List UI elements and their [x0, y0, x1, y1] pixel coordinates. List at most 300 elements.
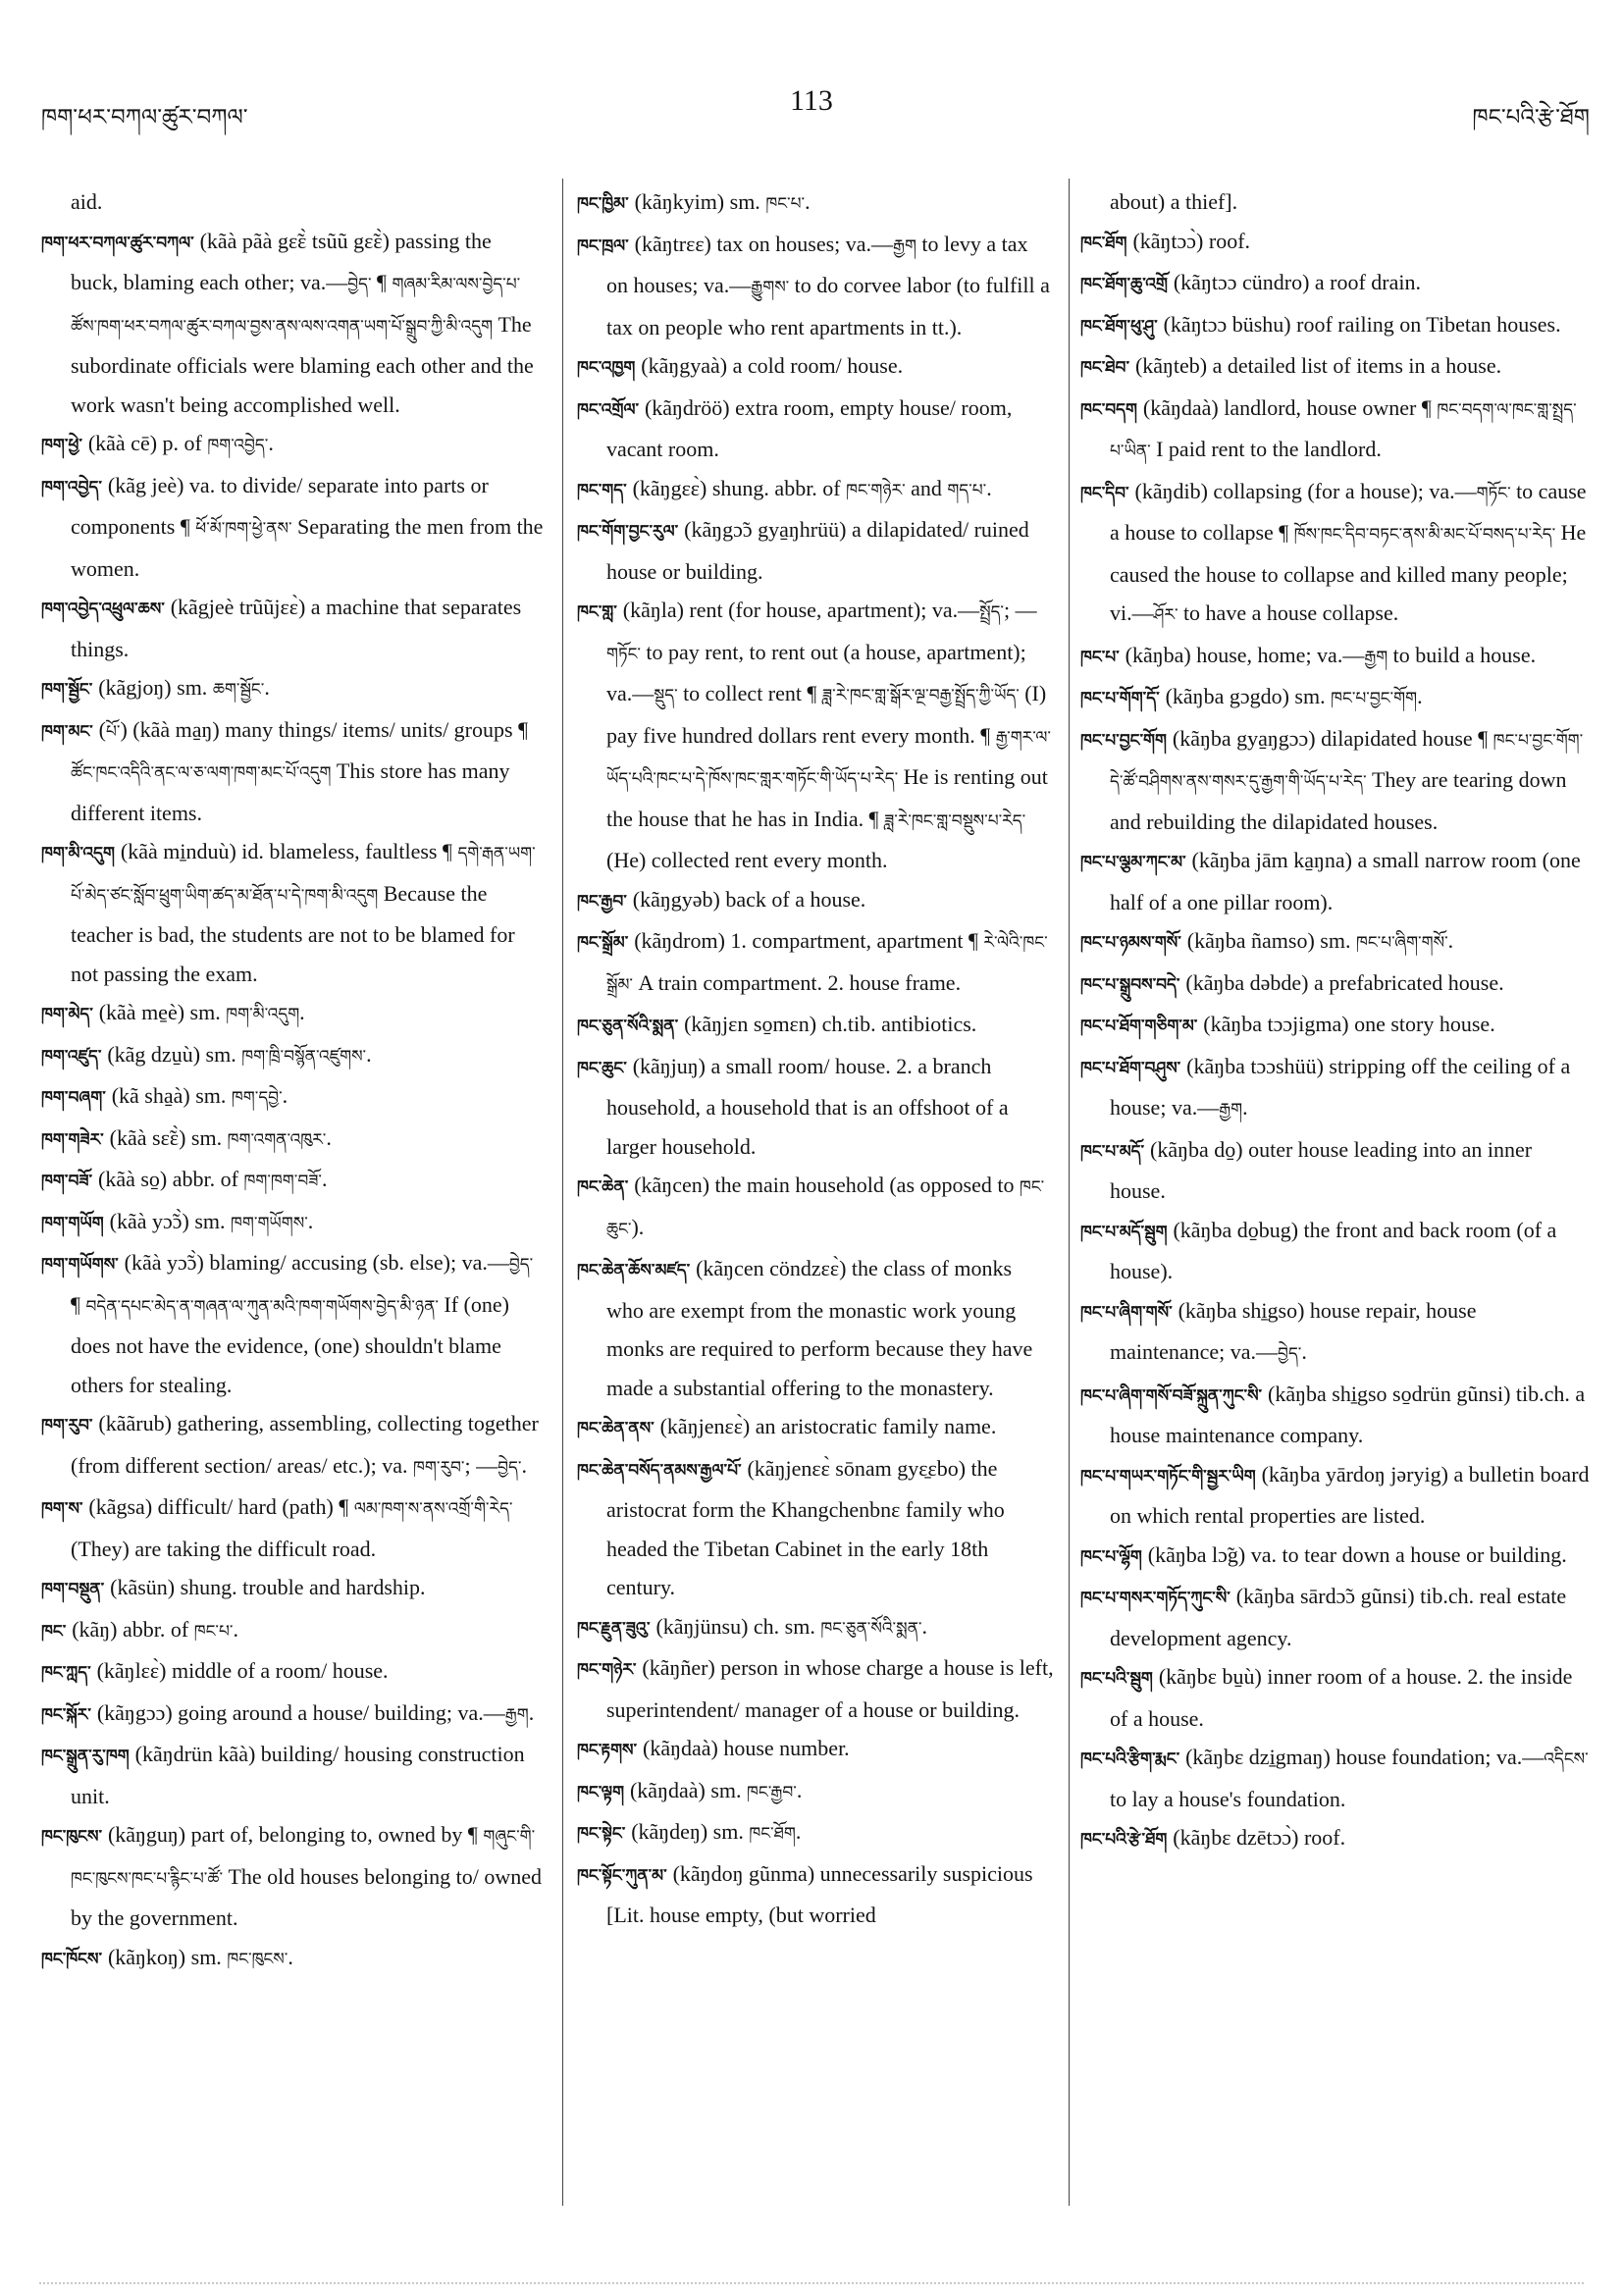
- english-text: (kãŋdrün kãà) building/ housing construction unit.: [71, 1742, 525, 1808]
- english-text: .: [264, 675, 270, 700]
- english-text: (kãg dzu̱ù) sm.: [107, 1041, 242, 1067]
- english-text: (kãŋba shi̱gso) house repair, house maintenance; va.—: [1110, 1297, 1477, 1364]
- headword: ཁང་པ་གཡར་གཏོང་གི་སྦྱར་ཡིག: [1080, 1466, 1262, 1487]
- headword: ཁང་སྟེང་: [577, 1824, 632, 1844]
- tibetan-text: ཁག་མི་འདུག: [226, 1005, 300, 1024]
- tibetan-text: བྱེད་: [347, 275, 377, 294]
- english-text: .: [1242, 1095, 1248, 1120]
- english-text: (kãŋjenɛɛ̀) an aristocratic family name.: [659, 1414, 997, 1438]
- tibetan-text: ཚོང་ཁང་འདིའི་ནང་ལ་ཅ་ལག་ཁག་མང་པོ་འདུག: [71, 763, 337, 783]
- english-text: (kãŋdrom) 1. compartment, apartment ¶: [634, 928, 984, 953]
- headword: ཁང་ལྟག: [577, 1782, 630, 1802]
- english-text: (kãgjeè trũũjɛɛ̀) a machine that separates things.: [71, 595, 522, 661]
- english-text: (kãŋdröö) extra room, empty house/ room, vacant room.: [606, 394, 1013, 461]
- tibetan-text: སྡུད་: [654, 686, 684, 705]
- tibetan-text: ཁག་གཡོགས་: [231, 1213, 308, 1233]
- tibetan-text: ཁང་བདག་ལ་ཁང་གླ་སྤྲད་པ་ཡིན་: [1110, 399, 1577, 461]
- english-text: (kãŋla) rent (for house, apartment); va.—: [622, 598, 980, 622]
- headword: ཁང་པ་མདོ་: [1080, 1141, 1151, 1162]
- english-text: (He) collected rent every month.: [606, 848, 888, 872]
- tibetan-text: གཏོང་: [1476, 483, 1517, 503]
- headword: ཁང་ཐོག་ཆུ་འགྲོ: [1080, 275, 1174, 294]
- headword: ཁང་ཆེན་ཆོས་མཛད་: [577, 1261, 697, 1280]
- headword: ཁག་མི་འདུག: [41, 844, 121, 863]
- english-text: .: [528, 1699, 535, 1725]
- english-text: (kãŋdib) collapsing (for a house); va.—: [1134, 478, 1477, 503]
- headword: ཁང་རྒྱབ་: [577, 891, 633, 912]
- headword: ཁག་གཡོགས་: [41, 1255, 125, 1275]
- headword: ཁང་པའི་སྦུག: [1080, 1669, 1159, 1689]
- page-number: 113: [790, 84, 833, 117]
- english-text: (kãgjoŋ) sm.: [98, 675, 213, 700]
- english-text: to pay rent, to rent out (a house, apartment); va.—: [606, 639, 1026, 705]
- english-text: (kãŋdaà) house number.: [643, 1736, 850, 1760]
- dictionary-entry: [1080, 1536, 1591, 1578]
- english-text: (kãà yɔ̃ɔ̀) blaming/ accusing (sb. else); va.—: [124, 1250, 509, 1275]
- headword: ཁག་སྦྱོང་: [41, 680, 99, 700]
- tibetan-text: ཁང་གཉེར་: [846, 480, 912, 500]
- dictionary-entry: [41, 1160, 544, 1202]
- headword: ཁག་འབྱེད་: [41, 477, 108, 497]
- headword: ཁང་ཆེན་ནས་: [577, 1419, 660, 1438]
- dictionary-entry: [41, 1610, 544, 1652]
- headword: ཁག་གཡོག: [41, 1213, 110, 1233]
- headword: ཁང་སྐོར་: [41, 1704, 97, 1725]
- tibetan-text: རྒྱག: [1364, 647, 1393, 667]
- headword: ཁང་གཉེར་: [577, 1660, 643, 1680]
- english-text: (kãà yɔ̃ɔ̀) sm.: [109, 1208, 232, 1233]
- dictionary-entry: [41, 424, 544, 466]
- headword: ཁང་པ་ཞིག་གསོ་བཟོ་སྐྲུན་ཀུང་སི་: [1080, 1385, 1269, 1406]
- english-text: (kãŋba gɔgdo) sm.: [1165, 684, 1332, 708]
- dictionary-entry: [1080, 636, 1591, 678]
- column-middle: [577, 183, 1054, 2253]
- tibetan-text: ཁག་ཁག་བཟོ་: [243, 1172, 322, 1191]
- english-text: .: [986, 475, 992, 500]
- headword: ཁག་བསྡུན་: [41, 1580, 111, 1599]
- headword: ཁང་པའི་རྩེ་ཐོག: [1080, 1830, 1174, 1850]
- headword: ཁང་ཐོག: [1080, 233, 1133, 253]
- headword: ཁག་གཟེར་: [41, 1129, 110, 1150]
- dictionary-entry: [1080, 346, 1591, 389]
- dictionary-entry: [577, 346, 1054, 389]
- english-text: (kãŋjenɛɛ̀ sōnam gyɛ̱ɛbo) the aristocrat form the Khangchenbnɛ family who headed the Tibetan Cabinet in the early 18th century.: [606, 1455, 1005, 1599]
- headword: ཁང་ཁུངས་: [41, 1827, 108, 1847]
- english-text: (kãŋguŋ) part of, belonging to, owned by ¶: [107, 1822, 484, 1847]
- headword: ཁག་བཞག་: [41, 1088, 112, 1108]
- headword: ཁང་གོག་བྱང་རུལ་: [577, 522, 685, 542]
- dictionary-entry: [1080, 677, 1591, 719]
- headword: ཁང་དིབ་: [1080, 483, 1135, 503]
- english-text: .: [1417, 684, 1423, 708]
- english-text: (kãŋba dəbde) a prefabricated house.: [1185, 969, 1504, 995]
- dictionary-entry: [41, 588, 544, 668]
- dictionary-entry: [577, 1729, 1054, 1771]
- dictionary-entry: [1080, 305, 1591, 347]
- english-text: (kãŋbɛ dzi̱gmaŋ) house foundation; va.—: [1185, 1745, 1544, 1769]
- dictionary-entry: [41, 1035, 544, 1077]
- headword: ཁང་ཆུང་: [577, 1058, 633, 1078]
- english-text: .: [795, 1819, 802, 1844]
- dictionary-entry: [41, 1938, 544, 1980]
- english-text: (kãŋba ñamso) sm.: [1186, 928, 1356, 953]
- dictionary-entry: [41, 1651, 544, 1694]
- dictionary-entry: [1080, 472, 1591, 636]
- tibetan-text: ཁང་པ་བྱང་གོག་དེ་ཚོ་བཤིགས་ནས་གསར་དུ་རྒྱག་གི་ཡོད་པ་རེད་: [1110, 730, 1584, 792]
- english-text: (kã sha̱à) sm.: [111, 1083, 232, 1108]
- tibetan-text: ཁང་པ་བྱང་གོག: [1331, 689, 1418, 708]
- dictionary-entry: [1080, 1375, 1591, 1455]
- english-text: ).: [631, 1214, 645, 1239]
- english-text: (kãŋgyaà) a cold room/ house.: [641, 353, 904, 378]
- tibetan-text: ཤོར་: [1153, 605, 1183, 625]
- tibetan-text: གད་པ་: [947, 480, 987, 500]
- dictionary-entry: [1080, 1130, 1591, 1211]
- english-text: (kãŋcen cöndzɛɛ̀) the class of monks who are exempt from the monastic work young monks are required to perform because they have made a substantial offering to the monastery.: [606, 1256, 1033, 1400]
- english-text: (kãŋdeŋ) sm.: [631, 1819, 750, 1844]
- column-left: [41, 183, 544, 2253]
- headword: ཁག་བཟོ་: [41, 1172, 99, 1191]
- english-text: (kãgsa) difficult/ hard (path) ¶: [88, 1494, 354, 1519]
- tibetan-text: གཏོང་: [606, 644, 647, 664]
- tibetan-text: འདིངས་: [1544, 1749, 1589, 1769]
- english-text: The old houses belonging to/ owned by the government.: [71, 1863, 543, 1930]
- dictionary-entry: [577, 1449, 1054, 1607]
- dictionary-entry: [41, 668, 544, 710]
- headword: ཁང་གད་: [577, 480, 633, 500]
- english-text: aid.: [71, 189, 103, 214]
- english-text: (kãŋtrɛɛ) tax on houses; va.—: [634, 231, 894, 256]
- headword: ཁང་པ་ཐོག་བཤུས་: [1080, 1058, 1187, 1078]
- tibetan-text: ཁང་པ་: [193, 1621, 234, 1642]
- dictionary-entry: [577, 1047, 1054, 1167]
- headword: ཁང་པ་ཐོག་གཅིག་མ་: [1080, 1017, 1204, 1036]
- dictionary-entry: [41, 1487, 544, 1568]
- tibetan-text: ལམ་ཁག་ས་ནས་འགྲོ་གི་རེད་: [353, 1499, 513, 1519]
- tibetan-text: ཁང་ཅུན་སོའི་སྨན་: [820, 1618, 922, 1639]
- headword: ཁང་པ་ལྕམ་ཀང་མ་: [1080, 853, 1192, 872]
- english-text: to levy a tax on houses; va.—: [606, 231, 1028, 297]
- tibetan-text: ཁག་རུབ་: [413, 1457, 465, 1478]
- dictionary-entry: [577, 1854, 1054, 1935]
- headword: ཁག་འཛུད་: [41, 1046, 108, 1067]
- dictionary-entry: [41, 1694, 544, 1736]
- english-text: (: [98, 716, 106, 742]
- dictionary-entry: [577, 1407, 1054, 1449]
- dictionary-entry: [577, 183, 1054, 225]
- english-text: ¶: [71, 1291, 86, 1317]
- dictionary-entry: [577, 1771, 1054, 1813]
- headword: ཁང་པ་བྱང་གོག: [1080, 730, 1173, 751]
- english-text: (kãà me̱è) sm.: [98, 1000, 227, 1024]
- headword: ཁང་ཅུན་སོའི་སྨན་: [577, 1017, 685, 1036]
- tibetan-text: ཟླ་རེ་ཁང་གླ་བསྡུས་པ་རེད་: [884, 810, 1026, 831]
- dictionary-entry: [577, 921, 1054, 1005]
- dictionary-entry: [577, 510, 1054, 591]
- english-text: (kãŋba yārdoŋ jəryig) a bulletin board on which rental properties are listed.: [1110, 1461, 1590, 1528]
- dictionary-entry: [41, 1404, 544, 1487]
- english-text: This store has many different items.: [71, 758, 510, 825]
- tibetan-text: བྱེད་: [508, 1255, 534, 1275]
- english-text: If (one) does not have the evidence, (one) shouldn't blame others for stealing.: [71, 1291, 509, 1397]
- tibetan-text: ཁང་ཐོག: [749, 1824, 796, 1844]
- english-text: (kãg jeè) va. to divide/ separate into parts or components ¶: [71, 472, 489, 539]
- headword: ཁང་བདག: [1080, 399, 1143, 420]
- english-text: (kãŋgɔ̃ɔ gya̱ŋhrüü) a dilapidated/ ruined house or building.: [606, 517, 1029, 584]
- tibetan-text: བྱེད་: [1278, 1344, 1302, 1364]
- tibetan-text: དགེ་རྒན་ཡག་པོ་མེད་ཙང་སློབ་ཕྲུག་ཡིག་ཚད་མ་ཐོན་པ་དེ་ཁག་མི་འདུག: [71, 844, 536, 906]
- headword: ཁག་རུབ་: [41, 1416, 99, 1435]
- headword: ཁང་ཁོངས་: [41, 1949, 108, 1969]
- english-text: (kãŋñer) person in whose charge a house is left, superintendent/ manager of a house or building.: [606, 1655, 1054, 1722]
- english-text: (kãŋjuŋ) a small room/ house. 2. a branch household, a household that is an offshoot of a larger household.: [606, 1053, 1009, 1159]
- headword: ཁང་འཁྱག: [577, 358, 642, 378]
- english-text: .: [521, 1452, 527, 1478]
- english-text: (kãŋba gya̱ŋgɔɔ) dilapidated house ¶: [1172, 725, 1493, 751]
- english-text: (kãŋba sārdɔ̃ɔ gũnsi) tib.ch. real estate development agency.: [1110, 1584, 1567, 1650]
- english-text: (kãŋtɔɔ büshu) roof railing on Tibetan houses.: [1163, 311, 1561, 337]
- headword: ཁང་ཐོག་ཕུ་ཤུ་: [1080, 316, 1164, 337]
- english-text: (kããrub) gathering, assembling, collecting together (from different section/ areas/ etc.); va.: [71, 1411, 539, 1478]
- dictionary-entry: [577, 1166, 1054, 1249]
- english-text: (kãŋgyəb) back of a house.: [632, 886, 866, 912]
- english-text: .: [326, 1124, 332, 1150]
- dictionary-entry: [41, 222, 544, 425]
- english-text: .: [299, 1000, 305, 1024]
- english-text: ¶: [376, 270, 393, 294]
- english-text: .: [1301, 1339, 1307, 1364]
- dictionary-entry: [1080, 1211, 1591, 1291]
- dictionary-entry: [577, 1249, 1054, 1407]
- english-text: and: [911, 475, 948, 500]
- dictionary-entry: [577, 1648, 1054, 1729]
- tibetan-text: གཞུང་གི་ཁང་ཁུངས་ཁང་པ་རྙིང་པ་ཚོ་: [71, 1827, 536, 1889]
- headword: ཁང་པ་ཞིག་གསོ་: [1080, 1302, 1178, 1323]
- headword: ཁང་ཐེབ་: [1080, 358, 1135, 378]
- tibetan-text: གཞམ་རིམ་ལས་བྱེད་པ་ཚོས་ཁག་ཕར་བཀལ་ཚུར་བཀལ་བྱས་ནས་ལས་འགན་ཡག་པོ་སྒྲུབ་ཀྱི་མི་འདུག: [71, 275, 521, 337]
- headword: ཁང་པ་སྒྲུབས་བདེ་: [1080, 974, 1186, 995]
- headword: ཁག་ཕྱེ་: [41, 436, 88, 455]
- headword: ཁག་ཕར་བཀལ་ཚུར་བཀལ་: [41, 233, 200, 253]
- english-text: (kãŋba) house, home; va.—: [1125, 642, 1365, 667]
- english-text: (kãsün) shung. trouble and hardship.: [110, 1575, 426, 1599]
- tibetan-text: ཁག་འགན་འཁུར་: [227, 1129, 327, 1150]
- english-text: The subordinate officials were blaming each other and the work wasn't being accomplished well.: [71, 311, 534, 417]
- headword: ཁང་སྟོང་ཀུན་མ་: [577, 1865, 673, 1886]
- continued-entry-text: [41, 183, 544, 222]
- english-text: .: [307, 1208, 314, 1233]
- headword: ཁང་སྒྲོམ་: [577, 933, 635, 953]
- dictionary-entry: [577, 1607, 1054, 1649]
- english-text: (kãŋjünsu) ch. sm.: [655, 1613, 821, 1639]
- tibetan-text: རྒྱག: [1219, 1100, 1243, 1120]
- english-text: (kãŋtɔɔ̀) roof.: [1132, 228, 1251, 253]
- english-text: (kãŋba jām ka̱ŋna) a small narrow room (one half of a one pillar room).: [1110, 848, 1581, 914]
- dictionary-entry: [41, 1815, 544, 1938]
- english-text: (kãŋteb) a detailed list of items in a house.: [1134, 353, 1502, 378]
- headword: ཁང་སྒྲུན་རུ་ཁག: [41, 1747, 135, 1766]
- dictionary-entry: [1080, 964, 1591, 1006]
- english-text: (kãà sɛ̃ɛ̀) sm.: [109, 1124, 228, 1150]
- dictionary-entry: [1080, 921, 1591, 964]
- english-text: (kãŋcen) the main household (as opposed to: [634, 1173, 1020, 1197]
- dictionary-entry: [577, 469, 1054, 511]
- english-text: (kãŋba lɔ̃g) va. to tear down a house or building.: [1147, 1541, 1567, 1567]
- column-divider: [1069, 179, 1070, 2206]
- english-text: (kãŋbɛ dzētɔɔ̀) roof.: [1173, 1825, 1346, 1850]
- english-text: ; —: [1003, 598, 1037, 622]
- headword: ཁང་རྟགས་: [577, 1741, 644, 1760]
- continued-entry-text: [1080, 183, 1591, 222]
- dictionary-entry: [577, 389, 1054, 469]
- headword: ཁག་མང་: [41, 721, 99, 742]
- english-text: (kãŋgɛɛ̀) shung. abbr. of: [632, 475, 847, 500]
- dictionary-entry: [41, 1076, 544, 1119]
- english-text: (I) pay five hundred dollars rent every month. ¶: [606, 681, 1047, 748]
- tibetan-text: ཁང་ཁུངས་: [227, 1949, 288, 1969]
- english-text: to have a house collapse.: [1182, 600, 1399, 625]
- english-text: They are tearing down and rebuilding the dilapidated houses.: [1110, 767, 1567, 834]
- tibetan-text: རྒྱ་གར་ལ་ཡོད་པའི་ཁང་པ་དེ་ཁོས་ཁང་གླར་གཏོང་གི་ཡོད་པ་རེད་: [606, 727, 1051, 789]
- headword: ཁང་པའི་རྩིག་རྨང་: [1080, 1749, 1186, 1769]
- tibetan-text: ཕོ་མོ་ཁག་ཕྱེ་ནས་: [195, 519, 297, 539]
- tibetan-text: ཁང་པ་ཞིག་གསོ་: [1355, 933, 1448, 953]
- english-text: (kãŋba do̱) outer house leading into an inner house.: [1110, 1136, 1533, 1203]
- english-text: .: [288, 1944, 293, 1969]
- dictionary-entry: [1080, 1657, 1591, 1738]
- headword: ཁག་ས་: [41, 1499, 89, 1519]
- english-text: to build a house.: [1392, 642, 1537, 667]
- headword: ཁང་པ་: [1080, 647, 1126, 667]
- english-text: .: [1447, 928, 1454, 953]
- running-head-left: ཁག་ཕར་བཀལ་ཚུར་བཀལ་: [41, 105, 248, 130]
- dictionary-entry: [1080, 1047, 1591, 1130]
- english-text: to cause a house to collapse ¶: [1110, 478, 1587, 545]
- dictionary-entry: [1080, 1455, 1591, 1536]
- headword: ཁང་པ་ཉམས་གསོ་: [1080, 933, 1187, 953]
- dictionary-entry: [577, 225, 1054, 347]
- english-text: .: [322, 1167, 328, 1191]
- english-text: to do corvee labor (to fulfill a tax on people who rent apartments in tt.).: [606, 273, 1050, 339]
- english-text: He caused the house to collapse and killed many people; vi.—: [1110, 520, 1587, 625]
- english-text: (kãŋdaà) sm.: [629, 1777, 747, 1802]
- dictionary-entry: [41, 1568, 544, 1610]
- english-text: about) a thief].: [1110, 189, 1238, 214]
- english-text: to lay a house's foundation.: [1110, 1786, 1346, 1811]
- headword: ཁང་ཆེན་བསོད་ནམས་རྒྱལ་པོ་: [577, 1460, 748, 1481]
- headword: ཁག་འབྱེད་འཕྲུལ་ཆས་: [41, 600, 171, 619]
- headword: ཁང་ཁྲལ་: [577, 235, 635, 256]
- dictionary-entry: [1080, 1291, 1591, 1375]
- tibetan-text: ཁོས་ཁང་དིབ་བཏང་ནས་མི་མང་པོ་བསད་པ་རེད་: [1293, 525, 1561, 545]
- english-text: (kãà cē) p. of: [87, 431, 208, 455]
- tibetan-text: ཁག་འབྱེད་: [207, 436, 269, 455]
- english-text: ) (kãà ma̱ŋ) many things/ items/ units/ groups ¶: [120, 716, 529, 742]
- tibetan-text: ཟླ་རེ་ཁང་གླ་སྒོར་ལྔ་བརྒྱ་སྤྲོད་ཀྱི་ཡོད་: [821, 686, 1025, 705]
- dictionary-entry: [41, 1202, 544, 1244]
- tibetan-text: ཁང་ཆུང་: [606, 1177, 1045, 1239]
- english-text: (kãà so̱) abbr. of: [98, 1167, 244, 1191]
- english-text: .: [268, 431, 274, 455]
- dictionary-entry: [41, 993, 544, 1035]
- english-text: (kãŋtɔɔ cündro) a roof drain.: [1173, 270, 1422, 294]
- english-text: I paid rent to the landlord.: [1156, 437, 1382, 461]
- dictionary-entry: [41, 832, 544, 993]
- tibetan-text: པོ་: [106, 721, 121, 742]
- headword: ཁང་པ་མདོ་སྦུག: [1080, 1222, 1174, 1242]
- english-text: (They) are taking the difficult road.: [71, 1536, 377, 1561]
- headword: ཁང་: [41, 1621, 73, 1642]
- english-text: (kãŋba tɔɔjigma) one story house.: [1203, 1012, 1495, 1036]
- english-text: (kãŋ) abbr. of: [72, 1616, 194, 1642]
- english-text: .: [282, 1083, 288, 1108]
- english-text: to collect rent ¶: [683, 681, 822, 705]
- dictionary-entry: [577, 1812, 1054, 1854]
- dictionary-entry: [1080, 1005, 1591, 1047]
- english-text: (kãŋbɛ bu̱ù) inner room of a house. 2. the inside of a house.: [1110, 1664, 1573, 1731]
- english-text: (kãŋjɛn so̱mɛn) ch.tib. antibiotics.: [684, 1012, 977, 1036]
- tibetan-text: སྤྲོད་: [979, 602, 1004, 622]
- english-text: .: [805, 189, 811, 214]
- dictionary-entry: [1080, 389, 1591, 472]
- tibetan-text: ཆག་སྦྱོང་: [212, 680, 265, 700]
- tibetan-text: རྒྱག: [504, 1704, 529, 1725]
- column-divider: [562, 179, 563, 2206]
- headword: ཁང་ཀླད་: [41, 1663, 97, 1683]
- column-right: [1080, 183, 1591, 2253]
- dictionary-entry: [577, 1005, 1054, 1047]
- headword: ཁང་རྗུན་ཟུའུ་: [577, 1618, 656, 1639]
- dictionary-entry: [41, 1119, 544, 1161]
- dictionary-entry: [41, 1243, 544, 1404]
- headword: ཁང་པ་གོག་དོ་: [1080, 689, 1166, 708]
- english-text: .: [233, 1616, 238, 1642]
- running-head-right: ཁང་པའི་རྩེ་ཐོག: [1472, 105, 1590, 130]
- dictionary-entry: [577, 591, 1054, 880]
- dictionary-entry: [1080, 841, 1591, 921]
- english-text: (kãà mi̱nduù) id. blameless, faultless ¶: [120, 839, 458, 863]
- tibetan-text: བདེན་དཔང་མེད་ན་གཞན་ལ་ཀུན་མའི་ཁག་གཡོགས་བྱེད་མི་ཉན་: [85, 1296, 445, 1317]
- headword: ཁང་ཆེན་: [577, 1177, 635, 1197]
- headword: ཁང་པ་གསར་གཏོད་ཀུང་སི་: [1080, 1589, 1236, 1608]
- english-text: (kãŋdoŋ gũnma) unnecessarily suspicious [Lit. house empty, (but worried: [606, 1860, 1033, 1927]
- dictionary-entry: [1080, 1738, 1591, 1818]
- english-text: .: [921, 1613, 927, 1639]
- tibetan-text: རྒྱུགས་: [751, 278, 795, 297]
- headword: ཁང་པ་ལྷོག: [1080, 1546, 1148, 1567]
- dictionary-entry: [1080, 1818, 1591, 1860]
- tibetan-text: རྒྱག: [893, 235, 922, 256]
- dictionary-entry: [1080, 719, 1591, 842]
- english-text: (kãà pãà gɛ̃ɛ̀ tsũũ gɛ̃ɛ̀) passing the buck, blaming each other; va.—: [71, 228, 492, 294]
- headword: ཁང་ཁྱིམ་: [577, 194, 635, 214]
- dictionary-entry: [41, 1735, 544, 1815]
- tibetan-text: ཁག་དབྱེ་: [231, 1088, 283, 1108]
- headword: ཁག་མེད་: [41, 1005, 99, 1024]
- dictionary-entry: [1080, 222, 1591, 264]
- english-text: (kãŋba shi̱gso so̱drün gũnsi) tib.ch. a house maintenance company.: [1110, 1381, 1586, 1447]
- english-text: (kãŋlɛɛ̀) middle of a room/ house.: [96, 1658, 389, 1683]
- headword: ཁང་གླ་: [577, 602, 623, 622]
- dictionary-entry: [1080, 263, 1591, 305]
- dictionary-entry: [41, 466, 544, 589]
- english-text: (kãŋba do̱bug) the front and back room (of a house).: [1110, 1217, 1557, 1283]
- tibetan-text: ཁག་ཁྲི་བསྙོན་འཛུགས་: [241, 1046, 367, 1067]
- tibetan-text: བྱེད་: [497, 1457, 522, 1478]
- english-text: .: [796, 1777, 803, 1802]
- english-text: (kãŋkyim) sm.: [634, 189, 766, 214]
- english-text: (kãŋgɔɔ) going around a house/ building; va.—: [96, 1699, 505, 1725]
